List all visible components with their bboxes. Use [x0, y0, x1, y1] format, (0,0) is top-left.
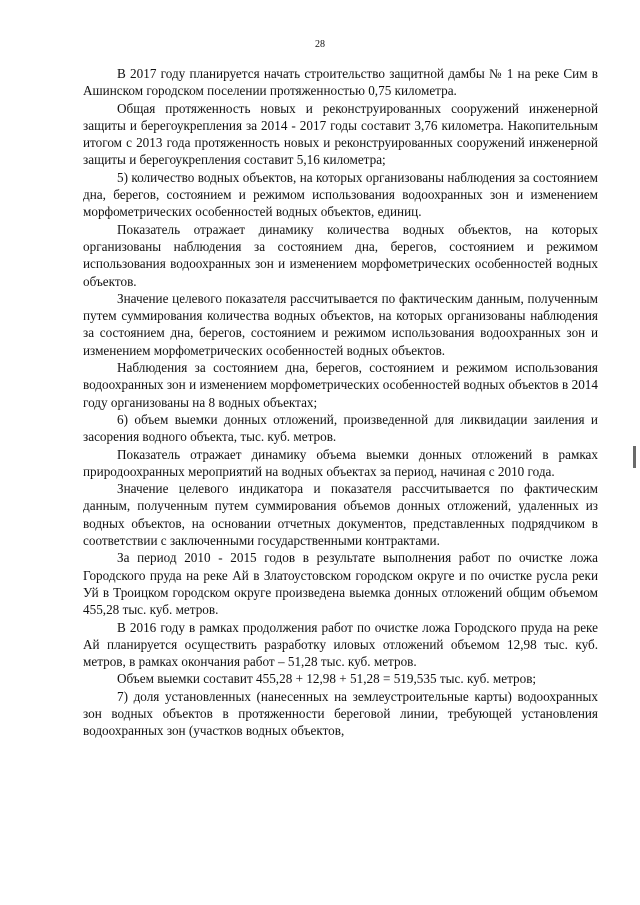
document-body	[83, 65, 598, 740]
paragraph-period-2010-2015: За период 2010 - 2015 годов в результате выполнения работ по очистке ложа Городского пруда на реке Ай в Златоустовском городском округе и по очистке русла реки Уй в Троицком городском округе произведена выемка донных отложений общим объемом 455,28 тыс. куб. метров.	[83, 550, 598, 618]
paragraph-observations-2014: Наблюдения за состоянием дна, берегов, состоянием и режимом использования водоохранных зон и изменением морфометрических особенностей водных объектов в 2014 году организованы на 8 водных объектах;	[83, 360, 598, 410]
paragraph-dam-construction: В 2017 году планируется начать строительство защитной дамбы № 1 на реке Сим в Ашинском городском поселении протяженностью 0,75 километра.	[83, 66, 598, 99]
paragraph-indicator-7: 7) доля установленных (нанесенных на землеустроительные карты) водоохранных зон водных объектов в протяженности береговой линии, требующей установления водоохранных зон (участков водных объектов,	[83, 688, 598, 739]
paragraph-volume-total: Объем выемки составит 455,28 + 12,98 + 51,28 = 519,535 тыс. куб. метров;	[117, 671, 537, 687]
paragraph-indicator-6-calculation: Значение целевого индикатора и показателя рассчитывается по фактическим данным, полученным путем суммирования объемов донных отложений, удаленных из водных объектов, на основании отчетных документов, представленных подрядчиком в соответствии с заключенными государственными контрактами.	[83, 481, 598, 549]
paragraph-indicator-5-dynamics: Показатель отражает динамику количества водных объектов, на которых организованы наблюдения за состоянием дна, берегов, состоянием и режимом использования водоохранных зон и изменением морфометрических особенностей водных объектов.	[83, 221, 598, 289]
paragraph-indicator-6: 6) объем выемки донных отложений, произведенной для ликвидации заиления и засорения водного объекта, тыс. куб. метров.	[83, 411, 598, 445]
paragraph-indicator-5: 5) количество водных объектов, на которых организованы наблюдения за состоянием дна, берегов, состоянием и режимом использования водоохранных зон и изменением морфометрических особенностей водных объектов, единиц.	[83, 169, 598, 220]
page-number: 28	[315, 39, 325, 50]
paragraph-indicator-6-dynamics: Показатель отражает динамику объема выемки донных отложений в рамках природоохранных мероприятий на водных объектах за период, начиная с 2010 года.	[83, 446, 598, 479]
scan-edge-mark	[633, 446, 636, 468]
paragraph-indicator-5-calculation: Значение целевого показателя рассчитывается по фактическим данным, полученным путем суммирования количества водных объектов, на которых организованы наблюдения за состоянием дна, берегов, состоянием и режимом использования водоохранных зон и изменением морфометрических особенностей водных объектов.	[83, 290, 598, 358]
paragraph-total-length: Общая протяженность новых и реконструированных сооружений инженерной защиты и берегоукрепления за 2014 - 2017 годы составит 3,76 километра. Накопительным итогом с 2013 года протяженность новых и реконструированных сооружений инженерной защиты и берегоукрепления составит 5,16 километра;	[83, 100, 598, 168]
paragraph-plan-2016: В 2016 году в рамках продолжения работ по очистке ложа Городского пруда на реке Ай планируется осуществить разработку иловых отложений объемом 12,98 тыс. куб. метров, в рамках окончания работ – 51,28 тыс. куб. метров.	[83, 619, 598, 670]
